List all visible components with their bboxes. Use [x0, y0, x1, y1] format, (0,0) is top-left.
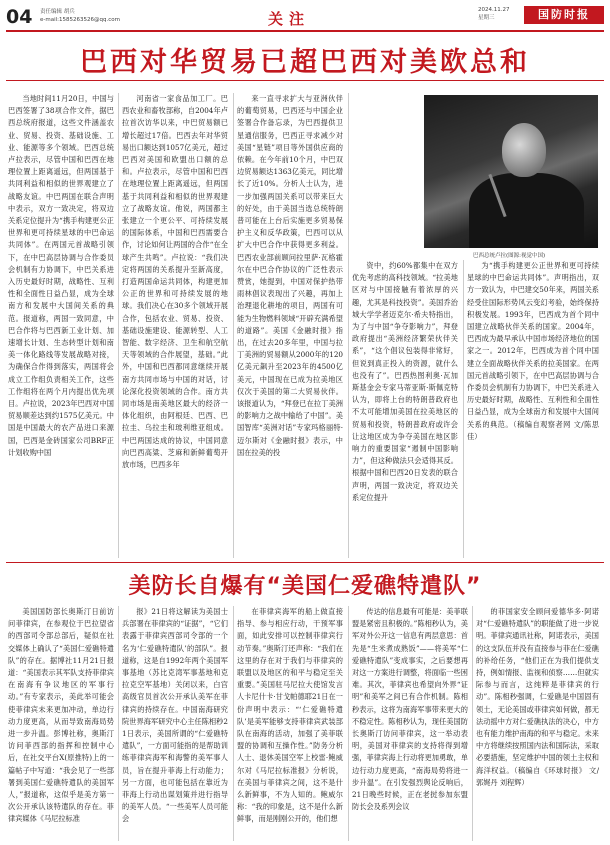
page-number: 04	[6, 6, 33, 28]
column-divider	[463, 260, 464, 558]
editor-name: 责任编辑 胡兵	[40, 9, 75, 15]
article1-column-4	[352, 260, 458, 558]
article1-text-1: 当地时间11月20日，中国与巴西签署了38项合作文件，据巴西总统府报道，这些文件涵盖农业、贸易、投资、基础设施、工业、能源等多个领域。巴西总统卢拉表示，尽管中国和巴西在地理位置上距离遥远，但两国基于共同利益和相似的世界观建立了战略友谊。中巴两国在联合声明中表示，双方一致决定，将双边关系定位提升为“携手构建更公正世界和更可持续星球的中巴命运共同体”。在两国元首战略引领下，在中巴高层协调与合作委员会机制有力协调下，中巴关系进入历史最好时期，战略性、互利性和全面性日益凸显，成为全球南方和发展中大国间关系的典范。报道称，两国一致同意，中巴合作将与巴西新工业计划、加速增长计划、生态转型计划和南美一体化路线等发展战略对接，为确保合作得到落实，两国将会成立工作组负责相关工作，这些工作组将在两个月内提出优先项目。卢拉说，2023年巴西对中国贸易顺差达到约1575亿美元。中国是中国最大的农产品进口来源国，巴西是金砖国家公司BRF正计划收购中国	[8, 94, 114, 457]
photo-figure-head	[502, 123, 546, 177]
newspaper-logo: 国防时报	[524, 6, 604, 24]
column-divider	[472, 606, 473, 841]
article1-column-1	[8, 93, 114, 558]
article1-photo	[424, 95, 598, 248]
article1-text-2: 河南省一家食品加工厂。巴西农业和畜牧部称，自2004年卢拉首次访华以来，中巴贸易额已增长超过17倍。巴西去年对华贸易出口额达到1057亿美元，超过巴西对美国和欧盟出口额的总和。卢拉表示，尽管中国和巴西在地理位置上距离遥远，但两国基于共同利益和相似的世界观建立了战略友谊。他说，两国都主张建立一个更公平、可持续发展的国际体系，中国和巴西需要合作，讨论如何让两国的合作“在全球产生共鸣”。卢拉说：“我们决定将两国的关系提升至新高度，打造两国命运共同体，构建更加公正的世界和可持续发展的地球。我们决心在30多个领域开展合作，包括农业、贸易、投资、基础设施建设、能源转型、人工智能、数字经济、卫生和航空航天等领域的合作展望，基础。”此外，中国和巴西都同意继续开展南方共同市场与中国的对话，讨论深化投资领域的合作。南方共同市场是南美地区最大的经济一体化组织，由阿根廷、巴西、巴拉圭、乌拉圭和玻利维亚组成。中巴两国达成的协议，中国同意向巴西高粱、芝麻和新鲜葡萄开放市场，巴西多年	[122, 94, 228, 470]
article1-column-2	[122, 93, 228, 558]
article2-column-5	[476, 606, 599, 841]
photo-figure-body	[469, 173, 584, 248]
section-title: 关注	[268, 10, 311, 28]
article1-title-rule	[6, 80, 604, 81]
article2-column-3	[237, 606, 343, 841]
issue-date: 2024.11.27	[478, 7, 510, 13]
article2-text-5: 的菲国家安全顾问爱德华多·阿诺对“仁爱礁特遣队”的职能做了进一步说明。菲律宾通讯社称，阿诺表示，美国的这支队伍并没有直接参与菲在仁爱礁的补给任务，“他们正在为我们提供支持，例如情报、监视和侦察……但就实际参与而言，这纯粹是菲律宾的行动”。陈相秒强调，仁爱礁是中国固有领土，无论美国或菲律宾如何做，都无法动摇中方对仁爱礁执法的决心，中方也有能力维护南海的和平与稳定。未来中方将继续按照国内法和国际法，采取必要措施，坚定维护中国的领土主权和海洋权益。（稿编自《环球时报》 文/郭娓丹 刘程辉）	[476, 607, 599, 787]
article1-column-3	[237, 93, 343, 558]
article1-text-3: 来一直寻求扩大与亚洲伙伴的葡萄贸易，巴西还与中国企业签署合作备忘录，为巴西提供卫星通信服务，巴西正寻求减少对美国“星链”项目等外国供应商的依赖。在今年前10个月，中巴双边贸易额达1363亿美元，同比增长了近10%。分析人士认为，进一步加强两国关系可以带来巨大的好处，由于美国当选总统特朗普可能在上台后实施更多贸易保护主义和反华政策，巴西可以从扩大中巴合作中获得更多利益。巴西农业部前顾问拉里萨·瓦格霍尔在中巴合作协议的广泛性表示赞赏，她提到，中国对保护热带雨林倡议表现出了兴趣，再加上治理退化耕地的项目，两国有可能为生物燃料领域“开辟充满希望的道路”。美国《金融时报》指出，在过去20多年里，中国与拉丁美洲的贸易额从2000年的120亿美元飙升至2023年的4500亿美元，中国现在已成为拉美地区仅次于美国的第二大贸易伙伴。该报道认为，“拜登已在拉丁美洲的影响力之战中输给了中国”。美国智库“美洲对话”专家玛格丽特·迈尔斯对《金融时报》表示，中国在拉美的投	[237, 94, 343, 457]
header-rule	[6, 30, 604, 32]
article2-text-2: 报》21日将这解读为美国士兵部署在菲律宾的“证据”，“它们表露于菲律宾西部司令部的一个名为‘仁爱礁特遣队’的部队”。报道称，这是自1992年两个美国军事基地（苏比克湾军事基地和克拉克空军基地）关闭以来，白宫高级官员首次公开承认美军在菲律宾的持续存在。中国南海研究院世界海军研究中心主任陈相秒21日表示，美国所谓的“仁爱礁特遣队”，一方面可能指的是帮助训练菲律宾海军和海警的美军事人员，旨在提升菲海上行动能力；另一方面，也可能包括在靠近为菲海上行动出谋划策并进行指导的美军人员。“一些美军人员可能会	[122, 607, 228, 824]
column-divider	[118, 93, 119, 558]
article1-text-4: 资中，约60%都集中在双方优先考虑的高科技领域。“拉美地区对与中国接触有着浓厚的兴趣，尤其是科技投资”。美国乔治城大学学者迈克尔·希夫特指出，为了与中国“争夺影响力”，拜登政府提出“美洲经济繁荣伙伴关系”，“这个倡议包装得非常好，但说到真正投入的资源，就什么也没有了”。巴西热图利奥·瓦加斯基金会专家马蒂亚斯·斯佩克特认为，即将上台的特朗普政府也不太可能增加美国在拉美地区的贸易和投资，特朗普政府或许会让这地区成为争夺美国在地区影响力的重要国家“遏制中国影响力”，但这种做法只会适得其反。根据中国和巴西20日发表的联合声明，两国一致决定，将双边关系定位提升	[352, 261, 458, 502]
article2-text-1: 美国国防部长奥斯汀日前访问菲律宾，在参观位于巴拉望省的西部司令部总部后，疑似在社交媒体上确认了“美国仁爱礁特遣队”的存在。据博社11月21日报道：“美国表示其军队支持菲律宾在南海有争议地区的军事行动。”有专家表示，美此举可能会使菲律宾未来更加冲动，单边行动力度更高，从而导致南海局势进一步升温。彭博社称，奥斯汀访问菲西部的指挥和控制中心后，在社交平台X(原推特)上的一篇帖子中写道：“我会见了一些部署到美国仁爱礁特遣队的美国军人，”报道称，这似乎是美方第一次公开承认该特遣队的存在。菲律宾媒体《马尼拉标准	[8, 607, 114, 824]
column-divider	[233, 93, 234, 558]
column-divider	[233, 606, 234, 841]
article-separator	[6, 562, 604, 563]
article2-column-1	[8, 606, 114, 841]
article2-text-3: 在菲律宾海军的船上做直接指导、参与相应行动，干预军事面，如此安排可以控制菲律宾行动节奏。”奥斯汀还声称：“我们在这里的存在对于我们与菲律宾的联盟以及地区的和平与稳定至关重要。”美国驻马尼拉大使馆发言人卡尼什卡·甘戈帕德耶21日在一份声明中表示：“‘仁爱礁特遣队’是美军能够支持菲律宾武装部队在南海的活动，加强了美菲联盟的协调和互操作性。”防务分析人士、退休美国空军上校雷·鲍威尔对《马尼拉标准报》分析说，在美国与菲律宾之间，这不是什么新鲜事，不为人知的。鲍威尔称：“我的印象是，这不是什么新鲜事，而是刚刚公开的，他们想	[237, 607, 343, 824]
article2-text-4: 传达的信息最有可能是：美菲联盟是紧密且积极的。”陈相秒认为，美军对外公开这一信息有两层意思：首先是“生米煮成熟饭”——将美军“仁爱礁特遣队”变成事实，之后要想再对这一方案进行调整，将面临一些困难。其次，菲律宾也希望向外界“证明”和美军之间已有合作机制。陈相秒表示，这将为南海军事带来更大的不稳定性。陈相秒认为，现任美国防长奥斯汀访问菲律宾，这一举动表明，美国对菲律宾的支持将得到增强，菲律宾海上行动将更加勇敢，单边行动力度更高，“南海局势将进一步升温”。在引发强烈舆论反响后，21日晚些时候，正在老挝参加东盟防长会及系列会议	[352, 607, 468, 812]
column-divider	[348, 93, 349, 558]
article2-title: 美防长自爆有“美国仁爱礁特遣队”	[128, 574, 482, 599]
column-divider	[348, 606, 349, 841]
column-divider	[118, 606, 119, 841]
photo-caption: 巴西总统卢拉(图源:视觉中国)	[473, 253, 546, 259]
article1-text-5: 为“携手构建更公正世界和更可持续星球的中巴命运共同体”。声明指出，双方一致认为，中巴建交50年来，两国关系经受住国际形势风云变幻考验，始终保持积极发展。1993年，巴西成为首个同中国建立战略伙伴关系的国家。2004年，巴西成为最早承认中国市场经济地位的国家之一。2012年，巴西成为首个同中国建立全面战略伙伴关系的拉美国家。在两国元首战略引领下，在中巴高层协调与合作委员会机制有力协调下，中巴关系进入历史最好时期，战略性、互利性和全面性日益凸显，成为全球南方和发展中大国间关系的典范。（稿编自观察者网 文/陈思佳）	[467, 261, 599, 441]
editor-info	[40, 8, 120, 24]
issue-date-block	[478, 6, 510, 22]
article2-column-2	[122, 606, 228, 841]
issue-weekday: 星期三	[478, 15, 495, 21]
editor-email: e-mail:1585263526@qq.com	[40, 17, 120, 23]
article1-column-5	[467, 260, 599, 558]
article1-title: 巴西对华贸易已超巴西对美欧总和	[80, 47, 530, 78]
article2-column-4	[352, 606, 468, 841]
